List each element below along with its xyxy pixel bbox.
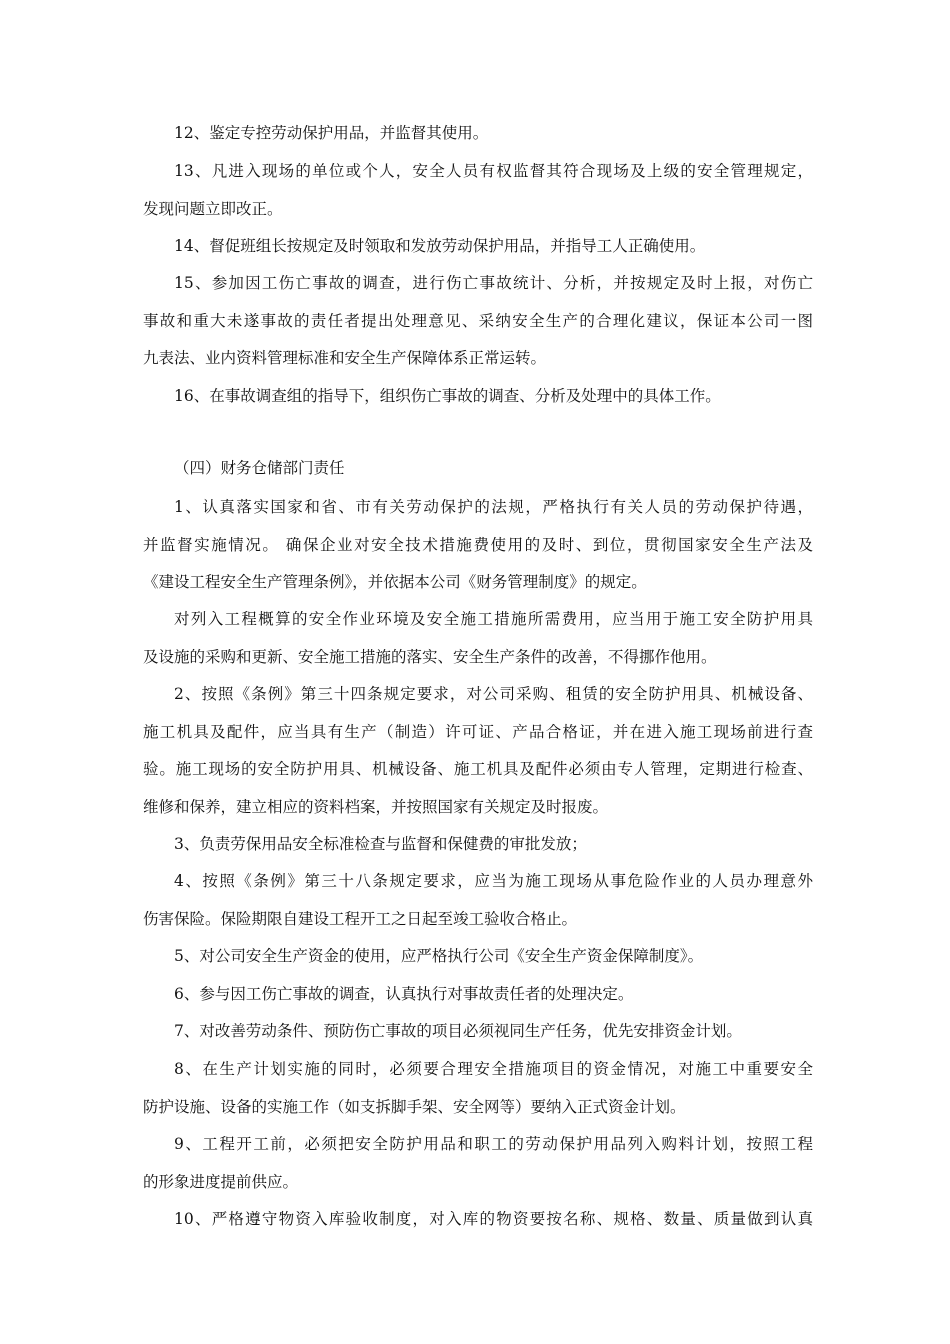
text-line: 16、在事故调查组的指导下，组织伤亡事故的调查、分析及处理中的具体工作。 bbox=[174, 387, 721, 405]
paragraph-finance-5 bbox=[143, 938, 813, 976]
text-line: 15、参加因工伤亡事故的调查，进行伤亡事故统计、分析，并按规定及时上报，对伤亡 bbox=[174, 274, 813, 292]
text-line: 并监督实施情况。 确保企业对安全技术措施费使用的及时、到位，贯彻国家安全生产法及 bbox=[143, 535, 813, 554]
text-line: 9、工程开工前，必须把安全防护用品和职工的劳动保护用品列入购料计划，按照工程 bbox=[174, 1135, 813, 1153]
text-line: 6、参与因工伤亡事故的调查，认真执行对事故责任者的处理决定。 bbox=[174, 985, 634, 1003]
text-line: 九表法、业内资料管理标准和安全生产保障体系正常运转。 bbox=[143, 349, 547, 367]
paragraph-funds bbox=[143, 601, 813, 676]
text-line: 3、负责劳保用品安全标准检查与监督和保健费的审批发放； bbox=[174, 835, 587, 853]
paragraph-item-15 bbox=[143, 265, 813, 378]
text-line: 的形象进度提前供应。 bbox=[143, 1172, 299, 1191]
paragraph-finance-10 bbox=[143, 1201, 813, 1239]
paragraph-finance-4 bbox=[143, 863, 813, 938]
paragraph-finance-8 bbox=[143, 1051, 813, 1126]
paragraph-item-13 bbox=[143, 153, 813, 228]
text-line: 1、认真落实国家和省、市有关劳动保护的法规，严格执行有关人员的劳动保护待遇， bbox=[174, 498, 813, 516]
text-line: 13、凡进入现场的单位或个人，安全人员有权监督其符合现场及上级的安全管理规定， bbox=[174, 162, 813, 180]
paragraph-item-16 bbox=[143, 378, 813, 416]
text-line: 对列入工程概算的安全作业环境及安全施工措施所需费用，应当用于施工安全防护用具 bbox=[174, 610, 813, 628]
paragraph-finance-2 bbox=[143, 676, 813, 826]
paragraph-item-14 bbox=[143, 228, 813, 266]
text-line: 4、按照《条例》第三十八条规定要求，应当为施工现场从事危险作业的人员办理意外 bbox=[174, 872, 813, 890]
text-line: 5、对公司安全生产资金的使用，应严格执行公司《安全生产资金保障制度》。 bbox=[174, 947, 704, 965]
text-line: 伤害保险。保险期限自建设工程开工之日起至竣工验收合格止。 bbox=[143, 909, 578, 928]
text-line: 防护设施、设备的实施工作（如支拆脚手架、安全网等）要纳入正式资金计划。 bbox=[143, 1097, 686, 1116]
text-line: 事故和重大未遂事故的责任者提出处理意见、采纳安全生产的合理化建议，保证本公司一图 bbox=[143, 311, 813, 330]
paragraph-finance-6 bbox=[143, 976, 813, 1014]
text-line: 《建设工程安全生产管理条例》，并依据本公司《财务管理制度》的规定。 bbox=[143, 573, 647, 591]
text-line: 2、按照《条例》第三十四条规定要求，对公司采购、租赁的安全防护用具、机械设备、 bbox=[174, 685, 813, 703]
text-line: 施工机具及配件，应当具有生产（制造）许可证、产品合格证，并在进入施工现场前进行查 bbox=[143, 722, 813, 741]
text-line: 发现问题立即改正。 bbox=[143, 199, 283, 218]
paragraph-item-12 bbox=[143, 115, 813, 153]
text-line: 7、对改善劳动条件、预防伤亡事故的项目必须视同生产任务，优先安排资金计划。 bbox=[174, 1022, 742, 1040]
section-heading bbox=[143, 450, 813, 488]
text-line: 维修和保养，建立相应的资料档案，并按照国家有关规定及时报废。 bbox=[143, 797, 609, 816]
text-line: 14、督促班组长按规定及时领取和发放劳动保护用品，并指导工人正确使用。 bbox=[174, 237, 706, 255]
paragraph-finance-1 bbox=[143, 489, 813, 602]
paragraph-finance-7 bbox=[143, 1013, 813, 1051]
text-line: 验。施工现场的安全防护用具、机械设备、施工机具及配件必须由专人管理，定期进行检查、 bbox=[143, 760, 813, 778]
paragraph-finance-9 bbox=[143, 1126, 813, 1201]
text-line: 8、在生产计划实施的同时，必须要合理安全措施项目的资金情况，对施工中重要安全 bbox=[174, 1060, 813, 1078]
paragraph-finance-3 bbox=[143, 826, 813, 864]
section-heading-text: （四）财务仓储部门责任 bbox=[174, 459, 345, 477]
text-line: 及设施的采购和更新、安全施工措施的落实、安全生产条件的改善，不得挪作他用。 bbox=[143, 647, 717, 666]
text-line: 12、鉴定专控劳动保护用品，并监督其使用。 bbox=[174, 124, 489, 142]
text-line: 10、严格遵守物资入库验收制度，对入库的物资要按名称、规格、数量、质量做到认真 bbox=[174, 1210, 813, 1228]
